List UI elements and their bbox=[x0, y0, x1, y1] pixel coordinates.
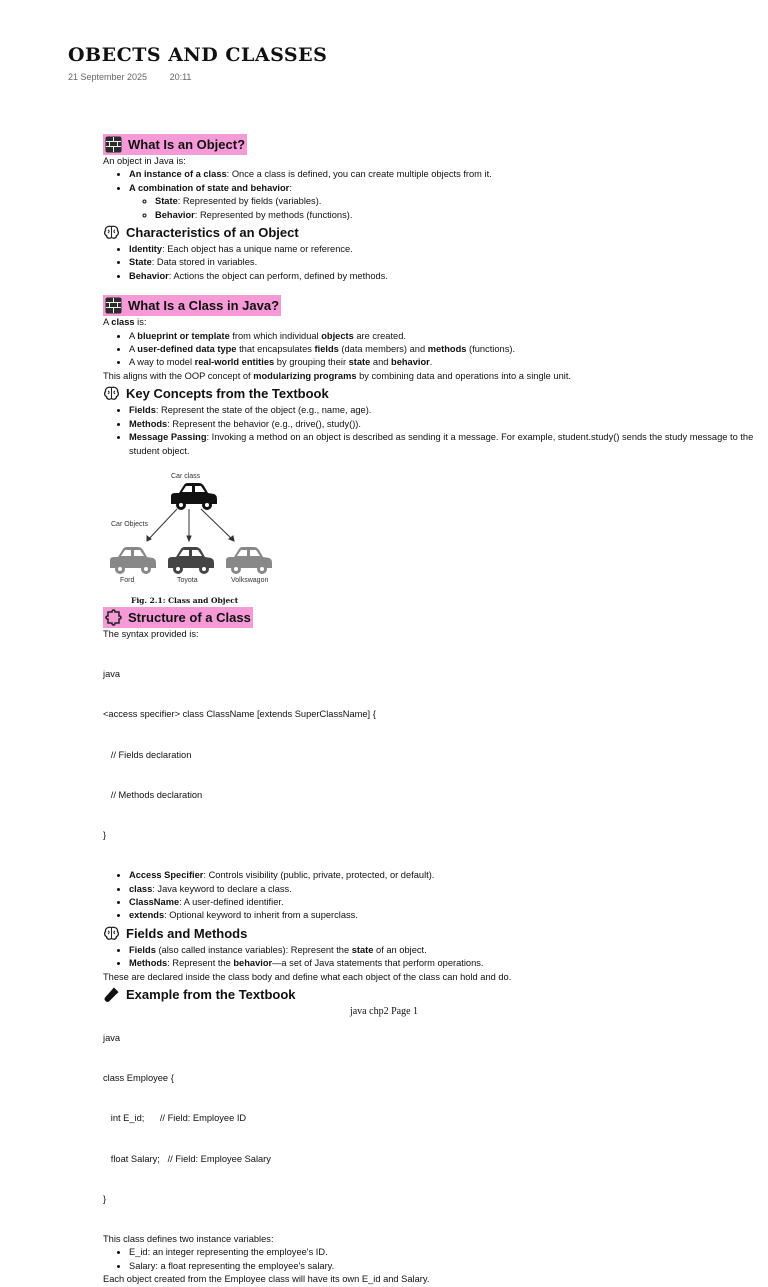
brain-icon bbox=[103, 224, 120, 241]
ford-car-icon bbox=[110, 547, 156, 574]
example-list bbox=[103, 1246, 763, 1273]
list-item: • class: Java keyword to declare a class. bbox=[129, 883, 763, 896]
code-line: float Salary; // Field: Employee Salary bbox=[103, 1153, 271, 1164]
list-item: • A user-defined data type that encapsulates fields (data members) and methods (functions). bbox=[129, 343, 763, 356]
toyota-label: Toyota bbox=[177, 576, 198, 584]
list-item: ◦ Behavior: Represented by methods (functions). bbox=[155, 209, 763, 222]
heading-structure: Structure of a Class bbox=[103, 607, 763, 628]
heading-what-is-class: What Is a Class in Java? bbox=[103, 295, 763, 316]
characteristics-list bbox=[103, 243, 763, 283]
heading-characteristics: Characteristics of an Object bbox=[103, 222, 763, 243]
list-item: • ClassName: A user-defined identifier. bbox=[129, 896, 763, 909]
figure-caption: Fig. 2.1: Class and Object bbox=[131, 595, 239, 605]
code-line: } bbox=[103, 1193, 107, 1204]
list-item: • Behavior: Actions the object can perform, defined by methods. bbox=[129, 270, 763, 283]
test-tube-icon bbox=[103, 986, 120, 1003]
fields-outro: These are declared inside the class body and define what each object of the class can hold and do. bbox=[103, 971, 512, 982]
list-item: ◦ State: Represented by fields (variables). bbox=[155, 195, 763, 208]
list-item: • E_id: an integer representing the employee's ID. bbox=[129, 1246, 763, 1259]
class-list bbox=[103, 330, 763, 370]
code-line: // Methods declaration bbox=[103, 789, 203, 800]
list-item: • A blueprint or template from which individual objects are created. bbox=[129, 330, 763, 343]
code-line: class Employee { bbox=[103, 1073, 174, 1084]
object-list bbox=[103, 168, 763, 222]
heading-what-is-object: What Is an Object? bbox=[103, 134, 763, 155]
example-code bbox=[103, 1005, 763, 1233]
list-item: • State: Data stored in variables. bbox=[129, 256, 763, 269]
page-content bbox=[103, 134, 763, 1287]
page-date: 21 September 2025 bbox=[68, 72, 148, 82]
list-item: • Message Passing: Invoking a method on an object is described as sending it a message. For example, student.study() sends the study message to the student object. bbox=[129, 431, 763, 458]
car-class-label: Car class bbox=[171, 472, 201, 480]
car-objects-label: Car Objects bbox=[111, 520, 148, 528]
toyota-car-icon bbox=[168, 547, 214, 574]
code-line: java bbox=[103, 1032, 121, 1043]
class-outro: This aligns with the OOP concept of modularizing programs by combining data and operations into a single unit. bbox=[103, 370, 572, 381]
list-item: • Salary: a float representing the employee's salary. bbox=[129, 1260, 763, 1273]
puzzle-icon bbox=[105, 609, 122, 626]
list-item: • Methods: Represent the behavior—a set of Java statements that perform operations. bbox=[129, 957, 763, 970]
list-item: • A combination of state and behavior: ◦ State: Represented by fields (variables). ◦ Behavior: Represented by methods (functions). bbox=[129, 182, 763, 222]
car-diagram bbox=[103, 470, 353, 595]
structure-list bbox=[103, 869, 763, 923]
object-intro: An object in Java is: bbox=[103, 156, 186, 166]
page-time: 20:11 bbox=[169, 72, 192, 82]
list-item: • A way to model real-world entities by grouping their state and behavior. bbox=[129, 356, 763, 369]
example-intro: This class defines two instance variables: bbox=[103, 1233, 274, 1244]
code-line: <access specifier> class ClassName [extends SuperClassName] { bbox=[103, 709, 376, 720]
concepts-list bbox=[103, 404, 763, 458]
brick-wall-icon bbox=[105, 297, 122, 314]
page-meta bbox=[68, 72, 211, 82]
heading-example: Example from the Textbook bbox=[103, 984, 763, 1005]
code-line: java bbox=[103, 669, 121, 680]
brain-icon bbox=[103, 925, 120, 942]
page-title: OBECTS AND CLASSES bbox=[68, 44, 328, 66]
volkswagon-label: Volkswagon bbox=[231, 576, 269, 584]
brick-wall-icon bbox=[105, 136, 122, 153]
class-object-figure bbox=[103, 470, 353, 605]
structure-intro: The syntax provided is: bbox=[103, 628, 199, 639]
example-outro: Each object created from the Employee class will have its own E_id and Salary. bbox=[103, 1274, 430, 1285]
code-line: int E_id; // Field: Employee ID bbox=[103, 1113, 247, 1124]
structure-code bbox=[103, 641, 763, 869]
list-item: • Identity: Each object has a unique name or reference. bbox=[129, 243, 763, 256]
list-item: • An instance of a class: Once a class is defined, you can create multiple objects from it. bbox=[129, 168, 763, 181]
fields-list bbox=[103, 944, 763, 971]
list-item: • extends: Optional keyword to inherit from a superclass. bbox=[129, 909, 763, 922]
heading-fields-methods: Fields and Methods bbox=[103, 923, 763, 944]
heading-key-concepts: Key Concepts from the Textbook bbox=[103, 383, 763, 404]
list-item: • Access Specifier: Controls visibility (public, private, protected, or default). bbox=[129, 869, 763, 882]
ford-label: Ford bbox=[120, 576, 135, 584]
volkswagon-car-icon bbox=[226, 547, 272, 574]
page-footer: java chp2 Page 1 bbox=[349, 1006, 419, 1017]
brain-icon bbox=[103, 385, 120, 402]
code-line: // Fields declaration bbox=[103, 749, 192, 760]
class-intro: A class is: bbox=[103, 317, 147, 328]
class-car-icon bbox=[171, 483, 217, 510]
list-item: • Fields: Represent the state of the object (e.g., name, age). bbox=[129, 404, 763, 417]
list-item: • Methods: Represent the behavior (e.g., drive(), study()). bbox=[129, 418, 763, 431]
list-item: • Fields (also called instance variables): Represent the state of an object. bbox=[129, 944, 763, 957]
code-line: } bbox=[103, 830, 107, 840]
